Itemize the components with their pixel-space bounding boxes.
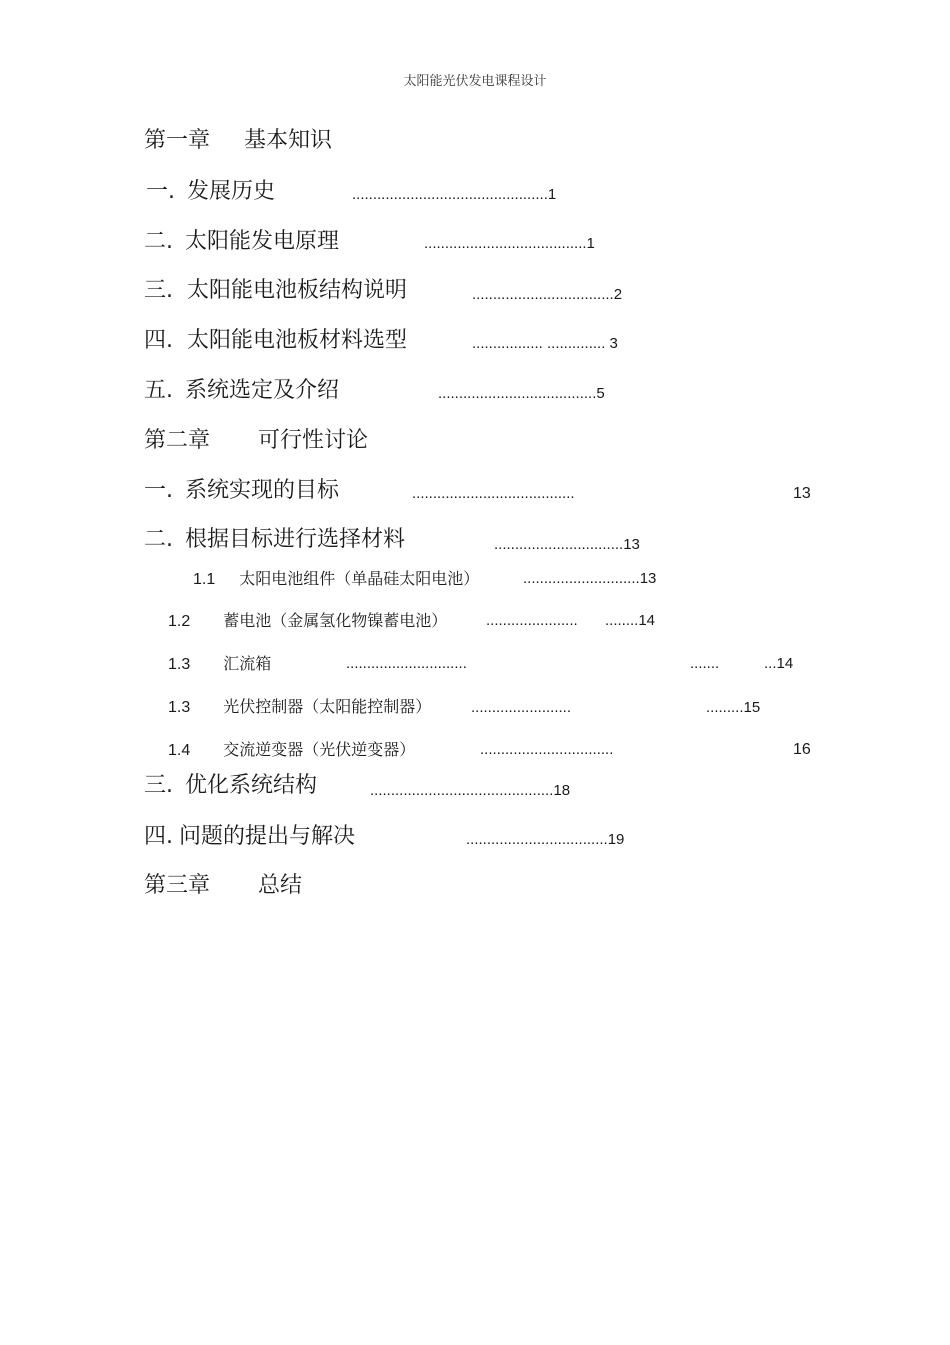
chapter-label: 第二章 [144, 428, 211, 453]
toc-entry [144, 527, 405, 553]
toc-leader: .........15 [706, 699, 761, 716]
subsection-number: 1.4 [168, 742, 191, 759]
chapter-2-heading [144, 428, 368, 454]
page-number: 16 [793, 741, 811, 758]
toc-entry [144, 773, 317, 799]
page-header: 太阳能光伏发电课程设计 [403, 74, 547, 89]
toc-entry [144, 278, 407, 304]
section-title: 问题的提出与解决 [179, 824, 356, 849]
toc-leader: ................................ [480, 741, 614, 758]
section-label: 二. [144, 229, 173, 254]
section-title: 根据目标进行选择材料 [185, 527, 406, 552]
section-label: 三. [144, 278, 173, 303]
toc-leader: ..................................2 [472, 286, 623, 303]
subsection-number: 1.3 [168, 656, 191, 673]
toc-leader: ....... [690, 655, 720, 672]
toc-leader: ...................... [486, 612, 578, 629]
chapter-3-heading [144, 873, 302, 899]
section-title: 系统选定及介绍 [185, 378, 340, 403]
section-title: 优化系统结构 [185, 773, 318, 798]
chapter-title: 基本知识 [244, 128, 333, 153]
toc-entry [144, 378, 339, 404]
chapter-label: 第一章 [144, 128, 211, 153]
toc-subentry [193, 569, 479, 590]
subsection-title: 光伏控制器（太阳能控制器） [223, 697, 432, 716]
chapter-title: 可行性讨论 [258, 428, 369, 453]
toc-entry [144, 229, 339, 255]
section-title: 发展历史 [187, 179, 276, 204]
section-label: 四. [144, 328, 173, 353]
subsection-number: 1.3 [168, 699, 191, 716]
section-label: 四. [144, 824, 173, 849]
section-label: 五. [144, 378, 173, 403]
toc-entry [146, 179, 275, 205]
toc-subentry [168, 697, 431, 718]
toc-leader: ...14 [764, 655, 794, 672]
toc-leader: ........14 [605, 612, 656, 629]
page-number: 13 [793, 485, 811, 502]
section-label: 三. [144, 773, 173, 798]
toc-entry [144, 824, 355, 850]
subsection-number: 1.2 [168, 613, 191, 630]
section-title: 太阳能发电原理 [185, 229, 340, 254]
toc-leader: ...............................................1 [352, 186, 557, 203]
toc-leader: ..................................19 [466, 831, 625, 848]
section-title: 太阳能电池板结构说明 [187, 278, 408, 303]
section-title: 系统实现的目标 [185, 478, 340, 503]
toc-leader: ....................................... [412, 485, 575, 502]
section-label: 一. [146, 179, 175, 204]
section-label: 二. [144, 527, 173, 552]
toc-entry [144, 328, 407, 354]
toc-subentry [168, 654, 271, 675]
subsection-title: 交流逆变器（光伏逆变器） [223, 740, 416, 759]
toc-leader: ............................................18 [370, 782, 571, 799]
section-label: 一. [144, 478, 173, 503]
chapter-1-heading [144, 128, 332, 154]
toc-subentry [168, 611, 447, 632]
toc-leader: .......................................1 [424, 235, 595, 252]
subsection-title: 汇流箱 [223, 654, 272, 673]
toc-leader: ............................. [346, 655, 467, 672]
section-title: 太阳能电池板材料选型 [187, 328, 408, 353]
subsection-title: 太阳电池组件（单晶硅太阳电池） [239, 569, 480, 588]
toc-leader: ...............................13 [494, 536, 640, 553]
chapter-title: 总结 [258, 873, 303, 898]
toc-subentry [168, 740, 415, 761]
toc-leader: ............................13 [523, 570, 657, 587]
subsection-number: 1.1 [193, 571, 216, 588]
toc-leader: ................. .............. 3 [472, 335, 618, 352]
chapter-label: 第三章 [144, 873, 211, 898]
subsection-title: 蓄电池（金属氢化物镍蓄电池） [223, 611, 448, 630]
toc-entry [144, 478, 339, 504]
toc-leader: ........................ [471, 699, 572, 716]
toc-leader: ......................................5 [438, 385, 605, 402]
